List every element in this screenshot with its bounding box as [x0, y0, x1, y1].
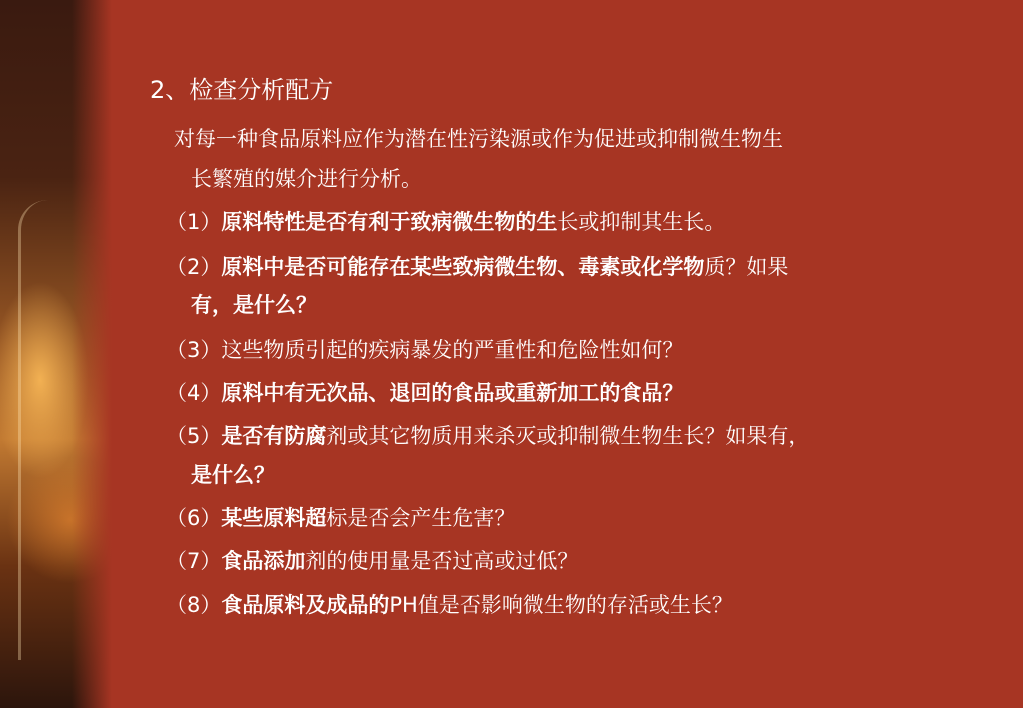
item-number: （7） [166, 549, 222, 573]
item-bold-text: 食品原料及成品的 [221, 593, 390, 617]
list-item-5 [166, 422, 809, 450]
list-item-5-continued [191, 461, 275, 489]
item-text: PH值是否影响微生物的存活或生长？ [389, 593, 733, 617]
item-bold-text: 有，是什么？ [191, 293, 317, 317]
item-number: （4） [166, 381, 222, 405]
item-bold-text: 是什么？ [191, 463, 275, 487]
item-number: （2） [166, 255, 222, 279]
intro-line-1: 对每一种食品原料应作为潜在性污染源或作为促进或抑制微生物生 [174, 127, 783, 151]
item-text: 剂的使用量是否过高或过低？ [305, 549, 579, 573]
item-bold-text: 原料特性是否有利于致病微生物的生 [221, 210, 558, 234]
list-item-2-continued [191, 291, 317, 319]
list-item-1 [166, 208, 725, 236]
item-number: （5） [166, 424, 222, 448]
item-bold-text: 原料中是否可能存在某些致病微生物、毒素或化学物 [221, 255, 705, 279]
item-bold-text: 是否有防腐 [221, 424, 327, 448]
item-bold-text: 食品添加 [221, 549, 306, 573]
list-item-4 [166, 379, 683, 407]
slide-heading: 2、检查分析配方 [150, 76, 334, 104]
item-number: （3） [166, 338, 222, 362]
item-text: 长或抑制其生长。 [557, 210, 726, 234]
list-item-2 [166, 253, 788, 281]
list-item-6 [166, 504, 515, 532]
list-item-7 [166, 547, 578, 575]
item-number: （8） [166, 593, 222, 617]
item-bold-text: 原料中有无次品、退回的食品或重新加工的食品？ [221, 381, 684, 405]
item-bold-text: 某些原料超 [221, 506, 327, 530]
item-number: （1） [166, 210, 222, 234]
item-text: 质？如果 [704, 255, 789, 279]
list-item-8 [166, 591, 733, 619]
item-text: 这些物质引起的疾病暴发的严重性和危险性如何？ [221, 338, 684, 362]
item-text: 剂或其它物质用来杀灭或抑制微生物生长？如果有， [326, 424, 810, 448]
item-text: 标是否会产生危害？ [326, 506, 516, 530]
intro-line-2: 长繁殖的媒介进行分析。 [191, 167, 422, 191]
list-item-3 [166, 336, 683, 364]
item-number: （6） [166, 506, 222, 530]
